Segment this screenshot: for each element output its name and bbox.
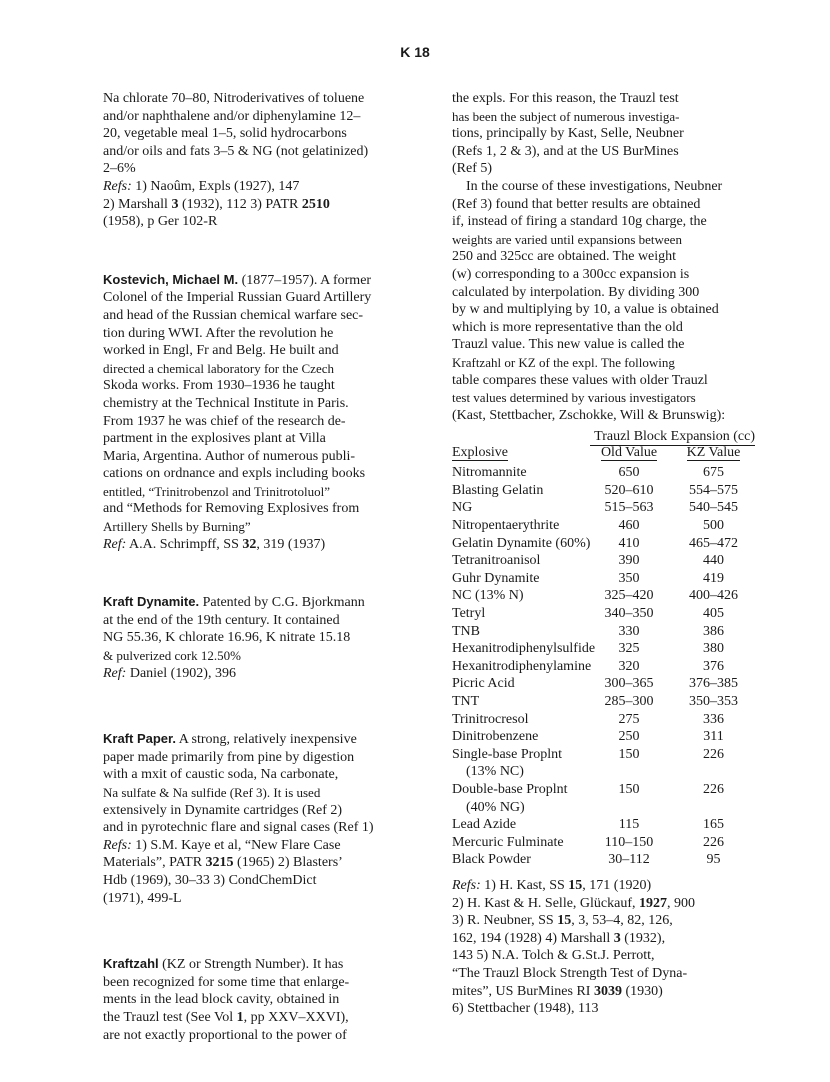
table-row xyxy=(452,464,757,482)
ref-text: , 900 xyxy=(667,895,696,911)
table-row xyxy=(452,816,757,834)
ref-text: , 3, 53–4, 82, 126, xyxy=(571,913,673,929)
entry-heading: Kraft Paper. xyxy=(103,731,176,747)
text-line: if, instead of firing a standard 10g charge, the xyxy=(452,214,707,230)
ref-text: Materials”, PATR xyxy=(103,855,206,871)
text-line xyxy=(103,955,403,974)
cell-old-value: 390 xyxy=(618,553,640,569)
cell-kz-value: 376–385 xyxy=(689,676,738,692)
cell-explosive: Blasting Gelatin xyxy=(452,482,544,498)
cell-kz-value: 400–426 xyxy=(689,588,738,604)
ref-volume: 1927 xyxy=(639,895,668,911)
text-line: Maria, Argentina. Author of numerous publi- xyxy=(103,448,356,464)
entry-kraft-paper xyxy=(103,730,403,907)
text-line: Na sulfate & Na sulfide (Ref 3). It is used xyxy=(103,785,321,800)
refs-line xyxy=(103,854,403,872)
text-line: (Ref 5) xyxy=(452,161,493,177)
refs-line: (1958), p Ger 102-R xyxy=(103,214,218,230)
cell-explosive: Lead Azide xyxy=(452,817,517,833)
ref-text: mites”, US BurMines RI xyxy=(452,983,594,999)
cell-kz-value xyxy=(674,763,757,781)
text: Patented by C.G. Bjorkmann xyxy=(199,595,365,611)
text-line xyxy=(103,730,403,749)
refs-line: Hdb (1969), 30–33 3) CondChemDict xyxy=(103,872,317,888)
text-line: tion during WWI. After the revolution he xyxy=(103,325,334,341)
table-row xyxy=(452,517,757,535)
text-line: From 1937 he was chief of the research de- xyxy=(103,413,346,429)
refs-line: “The Trauzl Block Strength Test of Dyna- xyxy=(452,965,688,981)
text-line xyxy=(103,1009,403,1027)
table-row xyxy=(452,605,757,623)
text-line: tions, principally by Kast, Selle, Neubner xyxy=(452,126,684,142)
group-header-text: Trauzl Block Expansion (cc) xyxy=(590,429,755,446)
text-line: (w) corresponding to a 300cc expansion is xyxy=(452,266,690,282)
table-row xyxy=(452,799,757,817)
cell-kz-value: 675 xyxy=(703,465,724,481)
refs-line xyxy=(452,983,757,1001)
text-line: 20, vegetable meal 1–5, solid hydrocarbons xyxy=(103,126,347,142)
cell-old-value: 110–150 xyxy=(604,834,654,850)
ref-text: 1) H. Kast, SS xyxy=(480,877,569,893)
ref-text: (1965) 2) Blasters’ xyxy=(233,855,343,871)
ref-text: Daniel (1902), 396 xyxy=(126,665,236,681)
text-line: Colonel of the Imperial Russian Guard Artillery xyxy=(103,290,372,306)
cell-explosive: Mercuric Fulminate xyxy=(452,834,564,850)
text: , pp XXV–XXVI), xyxy=(243,1009,349,1025)
cell-explosive: Trinitrocresol xyxy=(452,711,529,727)
cell-old-value xyxy=(596,763,674,781)
cell-kz-value: 226 xyxy=(703,781,724,797)
ref-text: 2) H. Kast & H. Selle, Glückauf, xyxy=(452,895,640,911)
right-column xyxy=(452,90,757,1018)
cell-old-value: 30–112 xyxy=(608,852,650,868)
table-row xyxy=(452,482,757,500)
text-line xyxy=(103,593,403,612)
cell-old-value: 350 xyxy=(618,570,640,586)
cell-old-value: 250 xyxy=(618,729,640,745)
cell-kz-value: 554–575 xyxy=(689,482,738,498)
text-line: 250 and 325cc are obtained. The weight xyxy=(452,249,677,265)
ref-label: Ref: xyxy=(103,665,127,681)
cell-explosive: Black Powder xyxy=(452,852,531,868)
text-line: partment in the explosives plant at Villa xyxy=(103,431,326,447)
text-line: at the end of the 19th century. It contained xyxy=(103,612,340,628)
cell-explosive: Gelatin Dynamite (60%) xyxy=(452,535,591,551)
cell-old-value: 325 xyxy=(618,641,640,657)
table-row xyxy=(452,535,757,553)
cell-kz-value: 336 xyxy=(703,711,724,727)
text-line: the expls. For this reason, the Trauzl test xyxy=(452,91,679,106)
refs-line xyxy=(452,877,757,895)
cell-explosive: TNT xyxy=(452,694,480,709)
cell-explosive: Nitromannite xyxy=(452,465,527,481)
refs-line: (1971), 499-L xyxy=(103,890,182,906)
header-explosive xyxy=(452,444,588,464)
cell-old-value xyxy=(596,799,674,817)
text-line: weights are varied until expansions between xyxy=(452,231,682,247)
table-row xyxy=(452,693,757,711)
table-row xyxy=(452,746,757,764)
cell-kz-value xyxy=(674,799,757,817)
table-header-row xyxy=(452,444,757,464)
cell-explosive: Dinitrobenzene xyxy=(452,729,539,745)
text-line: & pulverized cork 12.50% xyxy=(103,648,241,664)
cell-old-value: 150 xyxy=(618,746,640,762)
cell-explosive: Guhr Dynamite xyxy=(452,570,540,586)
table-row xyxy=(452,728,757,746)
refs-line: 143 5) N.A. Tolch & G.St.J. Perrott, xyxy=(452,948,655,964)
table-row xyxy=(452,763,757,781)
table-row xyxy=(452,499,757,517)
cell-old-value: 340–350 xyxy=(604,606,654,622)
cell-explosive: Nitropentaerythrite xyxy=(452,518,560,534)
entry-heading: Kraftzahl xyxy=(103,956,159,972)
cell-kz-value: 226 xyxy=(703,746,724,762)
text-line: and head of the Russian chemical warfare sec- xyxy=(103,307,364,323)
cell-old-value: 320 xyxy=(618,658,640,674)
cell-kz-value: 405 xyxy=(703,606,724,622)
text-line: which is more representative than the old xyxy=(452,319,683,335)
cell-kz-value: 440 xyxy=(703,553,724,569)
ref-volume: 32 xyxy=(242,536,257,552)
cell-explosive: Single-base Proplnt xyxy=(452,746,563,762)
table-row xyxy=(452,851,757,869)
entry-heading: Kraft Dynamite. xyxy=(103,594,200,610)
intro-entry xyxy=(103,90,403,231)
ref-text: 1) Naoûm, Expls (1927), 147 xyxy=(131,178,300,194)
cell-old-value: 275 xyxy=(618,711,640,727)
text: (KZ or Strength Number). It has xyxy=(158,957,344,973)
ref-text: , 171 (1920) xyxy=(582,877,652,893)
text-line: Trauzl value. This new value is called the xyxy=(452,337,685,353)
ref-text: (1932), 112 3) PATR xyxy=(178,196,302,212)
ref-text: A.A. Schrimpff, SS xyxy=(126,536,243,552)
cell-explosive: NC (13% N) xyxy=(452,588,524,604)
text-line: by w and multiplying by 10, a value is obtained xyxy=(452,302,719,318)
cell-kz-value: 465–472 xyxy=(689,535,738,551)
table-row xyxy=(452,552,757,570)
page-number: K 18 xyxy=(400,44,430,60)
cell-kz-value: 350–353 xyxy=(689,694,738,709)
right-refs xyxy=(452,877,757,1018)
text-line: Na chlorate 70–80, Nitroderivatives of toluene xyxy=(103,91,365,106)
cell-explosive: Double-base Proplnt xyxy=(452,781,568,797)
table-row xyxy=(452,570,757,588)
ref-volume: 15 xyxy=(557,913,572,929)
text-line: been recognized for some time that enlarge- xyxy=(103,974,350,990)
entry-heading: Kostevich, Michael M. xyxy=(103,271,239,287)
text-line: and/or naphthalene and/or diphenylamine 12– xyxy=(103,108,361,124)
text-line: chemistry at the Technical Institute in Paris. xyxy=(103,395,349,411)
text-line: extensively in Dynamite cartridges (Ref 2) xyxy=(103,802,343,818)
text: (1877–1957). A former xyxy=(238,272,372,288)
ref-text: (1930) xyxy=(621,983,663,999)
text-line: (Refs 1, 2 & 3), and at the US BurMines xyxy=(452,143,679,159)
text-line: (Kast, Stettbacher, Zschokke, Will & Brunswig): xyxy=(452,407,726,423)
refs-line xyxy=(452,895,757,913)
entry-kraftzahl xyxy=(103,955,403,1044)
refs-line: 6) Stettbacher (1948), 113 xyxy=(452,1001,599,1017)
cell-old-value: 300–365 xyxy=(604,676,654,692)
ref-volume: 3039 xyxy=(593,983,622,999)
refs-line xyxy=(452,930,757,948)
text-line: NG 55.36, K chlorate 16.96, K nitrate 15.18 xyxy=(103,630,351,646)
cell-explosive: (40% NG) xyxy=(466,799,525,815)
refs-line xyxy=(103,665,403,683)
text-line: directed a chemical laboratory for the Czech xyxy=(103,360,334,376)
text-line: In the course of these investigations, Neubner xyxy=(466,178,723,194)
cell-old-value: 650 xyxy=(618,465,640,481)
cell-explosive: TNB xyxy=(452,623,480,639)
text-line: and in pyrotechnic flare and signal cases (Ref 1) xyxy=(103,820,374,836)
table-row xyxy=(452,640,757,658)
ref-volume: 3 xyxy=(171,196,179,212)
refs-line xyxy=(103,837,403,855)
table-group-header xyxy=(452,428,757,444)
ref-volume: 3 xyxy=(613,930,621,946)
table-row xyxy=(452,675,757,693)
refs-line xyxy=(452,912,757,930)
cell-explosive: Hexanitrodiphenylamine xyxy=(452,658,592,674)
cell-explosive: Picric Acid xyxy=(452,676,515,692)
table-row xyxy=(452,834,757,852)
cell-explosive: Tetranitroanisol xyxy=(452,553,541,569)
text-line: Artillery Shells by Burning” xyxy=(103,519,251,535)
cell-old-value: 460 xyxy=(618,518,640,534)
table-body xyxy=(452,464,757,869)
cell-explosive: (13% NC) xyxy=(466,764,524,780)
cell-kz-value: 95 xyxy=(706,852,721,868)
cell-old-value: 115 xyxy=(618,817,640,833)
ref-text: , 319 (1937) xyxy=(256,536,326,552)
text: A strong, relatively inexpensive xyxy=(175,732,357,748)
text-line xyxy=(103,271,403,290)
volume-number: 1 xyxy=(236,1009,244,1025)
cell-old-value: 330 xyxy=(618,623,640,639)
text: the Trauzl test (See Vol xyxy=(103,1009,237,1025)
refs-line xyxy=(103,196,403,214)
text-line: table compares these values with older Trauzl xyxy=(452,372,708,388)
cell-old-value: 520–610 xyxy=(604,482,654,498)
text-line: calculated by interpolation. By dividing 300 xyxy=(452,284,700,300)
header-text: Old Value xyxy=(600,445,658,461)
cell-kz-value: 376 xyxy=(703,658,724,674)
table-row xyxy=(452,587,757,605)
trauzl-table xyxy=(452,428,757,869)
cell-explosive: Tetryl xyxy=(452,606,486,622)
cell-old-value: 325–420 xyxy=(604,588,654,604)
ref-label: Ref: xyxy=(103,536,127,552)
cell-explosive: Hexanitrodiphenylsulfide xyxy=(452,641,596,657)
ref-volume: 3215 xyxy=(205,855,234,871)
cell-explosive: NG xyxy=(452,500,473,516)
cell-old-value: 150 xyxy=(618,781,640,797)
cell-kz-value: 419 xyxy=(703,570,724,586)
cell-kz-value: 226 xyxy=(703,834,724,850)
refs-label: Refs: xyxy=(103,837,132,853)
text-line: paper made primarily from pine by digestion xyxy=(103,749,355,765)
left-column xyxy=(103,90,403,1082)
text-line: are not exactly proportional to the power of xyxy=(103,1027,347,1043)
ref-volume: 15 xyxy=(568,877,583,893)
text-line: test values determined by various investigators xyxy=(452,390,696,406)
cell-kz-value: 386 xyxy=(703,623,724,639)
text-line: and/or oils and fats 3–5 & NG (not gelatinized) xyxy=(103,143,369,159)
text-line: 2–6% xyxy=(103,161,136,177)
cell-kz-value: 500 xyxy=(703,518,724,534)
text-line: Skoda works. From 1930–1936 he taught xyxy=(103,378,335,394)
text-line: entitled, “Trinitrobenzol and Trinitrotoluol” xyxy=(103,483,331,499)
cell-kz-value: 540–545 xyxy=(689,500,738,516)
cell-kz-value: 311 xyxy=(703,729,724,745)
header-text: KZ Value xyxy=(686,445,741,461)
cell-old-value: 410 xyxy=(618,535,640,551)
refs-label: Refs: xyxy=(452,877,481,893)
text-line: worked in Engl, Fr and Belg. He built and xyxy=(103,343,339,359)
table-row xyxy=(452,623,757,641)
text-line: Kraftzahl or KZ of the expl. The following xyxy=(452,354,675,370)
ref-volume: 2510 xyxy=(301,196,330,212)
cell-old-value: 285–300 xyxy=(604,694,654,709)
refs-line xyxy=(103,178,403,196)
text-line: (Ref 3) found that better results are obtained xyxy=(452,196,701,212)
text-line: cations on ordnance and expls including books xyxy=(103,466,366,482)
entry-kraft-dynamite xyxy=(103,593,403,682)
ref-text: (1932), xyxy=(620,930,666,946)
table-row xyxy=(452,781,757,799)
text-line: with a mxit of caustic soda, Na carbonate, xyxy=(103,767,339,783)
header-old-value xyxy=(588,444,670,464)
header-text: Explosive xyxy=(452,445,508,461)
text-line: and “Methods for Removing Explosives from xyxy=(103,501,360,517)
header-kz-value xyxy=(670,444,757,464)
entry-kostevich xyxy=(103,271,403,554)
ref-text: 3) R. Neubner, SS xyxy=(452,913,558,929)
ref-text: 162, 194 (1928) 4) Marshall xyxy=(452,930,614,946)
cell-kz-value: 380 xyxy=(703,641,724,657)
cell-kz-value: 165 xyxy=(703,817,724,833)
cell-old-value: 515–563 xyxy=(604,500,654,516)
text-line: has been the subject of numerous investiga- xyxy=(452,108,680,124)
refs-label: Refs: xyxy=(103,178,132,194)
text-line: ments in the lead block cavity, obtained in xyxy=(103,992,340,1008)
ref-text: 1) S.M. Kaye et al, “New Flare Case xyxy=(131,837,341,853)
table-row xyxy=(452,658,757,676)
ref-text: 2) Marshall xyxy=(103,196,172,212)
table-row xyxy=(452,711,757,729)
refs-line xyxy=(103,536,403,554)
